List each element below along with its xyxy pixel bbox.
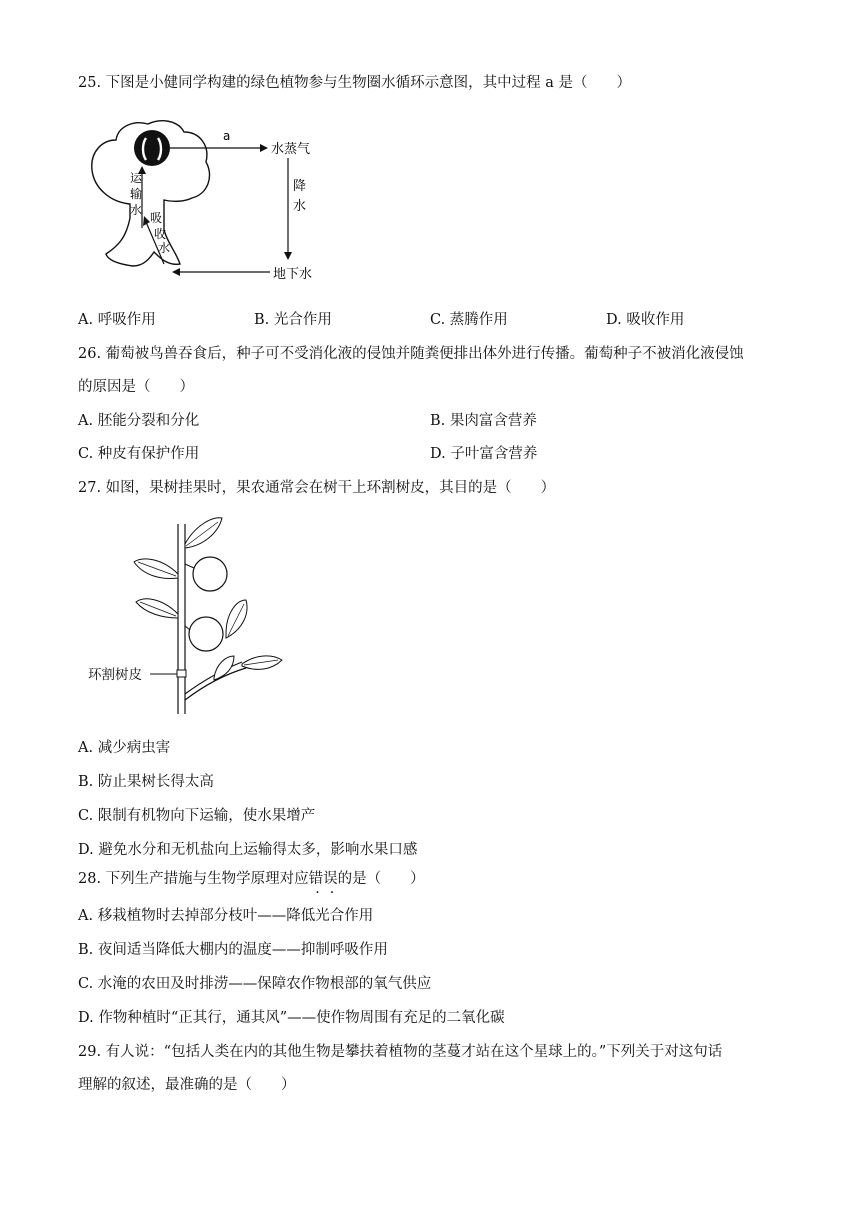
q26-option-a: A. 胚能分裂和分化 — [78, 413, 200, 429]
q28-option-c: C. 水淹的农田及时排涝——保障农作物根部的氧气供应 — [78, 976, 432, 992]
label-absorb-2: 收 — [154, 227, 167, 241]
label-transport-2: 输 — [130, 187, 143, 201]
q28-option-a: A. 移栽植物时去掉部分枝叶——降低光合作用 — [78, 908, 374, 924]
label-precip-1: 降 — [293, 179, 307, 194]
q28-stem-pre: 28. 下列生产措施与生物学原理对应 — [78, 871, 309, 887]
q27-option-b: B. 防止果树长得太高 — [78, 774, 214, 790]
label-groundwater: 地下水 — [273, 267, 313, 282]
label-transport-3: 水 — [130, 203, 143, 217]
q25-stem: 25. 下图是小健同学构建的绿色植物参与生物圈水循环示意图，其中过程 a 是（ ） — [78, 75, 632, 91]
q25-option-d: D. 吸收作用 — [606, 312, 685, 328]
q27-figure-label: 环割树皮 — [88, 667, 142, 683]
q28-stem-emphasis-2: 误 — [323, 871, 338, 887]
q25-option-b: B. 光合作用 — [254, 312, 332, 328]
q29-stem-line-1: 29. 有人说：“包括人类在内的其他生物是攀扶着植物的茎蔓才站在这个星球上的。”下列关于对这句话 — [78, 1044, 723, 1060]
label-absorb-1: 吸 — [150, 211, 163, 225]
label-transport-1: 运 — [130, 171, 143, 185]
q28-option-b: B. 夜间适当降低大棚内的温度——抑制呼吸作用 — [78, 942, 388, 958]
stoma-icon — [134, 130, 170, 166]
girdling-ring — [177, 670, 186, 677]
q27-stem: 27. 如图，果树挂果时，果农通常会在树干上环割树皮，其目的是（ ） — [78, 480, 556, 496]
q26-option-b: B. 果肉富含营养 — [430, 413, 537, 429]
q26-option-d: D. 子叶富含营养 — [430, 446, 538, 462]
label-a: a — [223, 129, 231, 143]
q28-stem-post: 的是（ ） — [337, 871, 425, 887]
label-water-vapor: 水蒸气 — [271, 142, 311, 157]
q28-stem — [78, 869, 425, 889]
q29-stem-line-2: 理解的叙述，最准确的是（ ） — [78, 1077, 296, 1093]
label-absorb-3: 水 — [158, 241, 171, 255]
q26-stem-line-1: 26. 葡萄被鸟兽吞食后，种子可不受消化液的侵蚀并随粪便排出体外进行传播。葡萄种子不被消化液侵蚀 — [78, 346, 744, 362]
q26-option-c: C. 种皮有保护作用 — [78, 446, 200, 462]
q28-option-d: D. 作物种植时“正其行，通其风”——使作物周围有充足的二氧化碳 — [78, 1010, 505, 1026]
q25-option-a: A. 呼吸作用 — [78, 312, 156, 328]
q25-water-cycle-figure — [88, 118, 338, 288]
q28-stem-emphasis-1: 错 — [308, 871, 324, 887]
q26-stem-line-2: 的原因是（ ） — [78, 379, 194, 395]
q27-option-c: C. 限制有机物向下运输，使水果增产 — [78, 808, 316, 824]
q27-option-a: A. 减少病虫害 — [78, 740, 171, 756]
q25-option-c: C. 蒸腾作用 — [430, 312, 508, 328]
label-precip-2: 水 — [293, 199, 307, 214]
q27-option-d: D. 避免水分和无机盐向上运输得太多，影响水果口感 — [78, 842, 418, 858]
